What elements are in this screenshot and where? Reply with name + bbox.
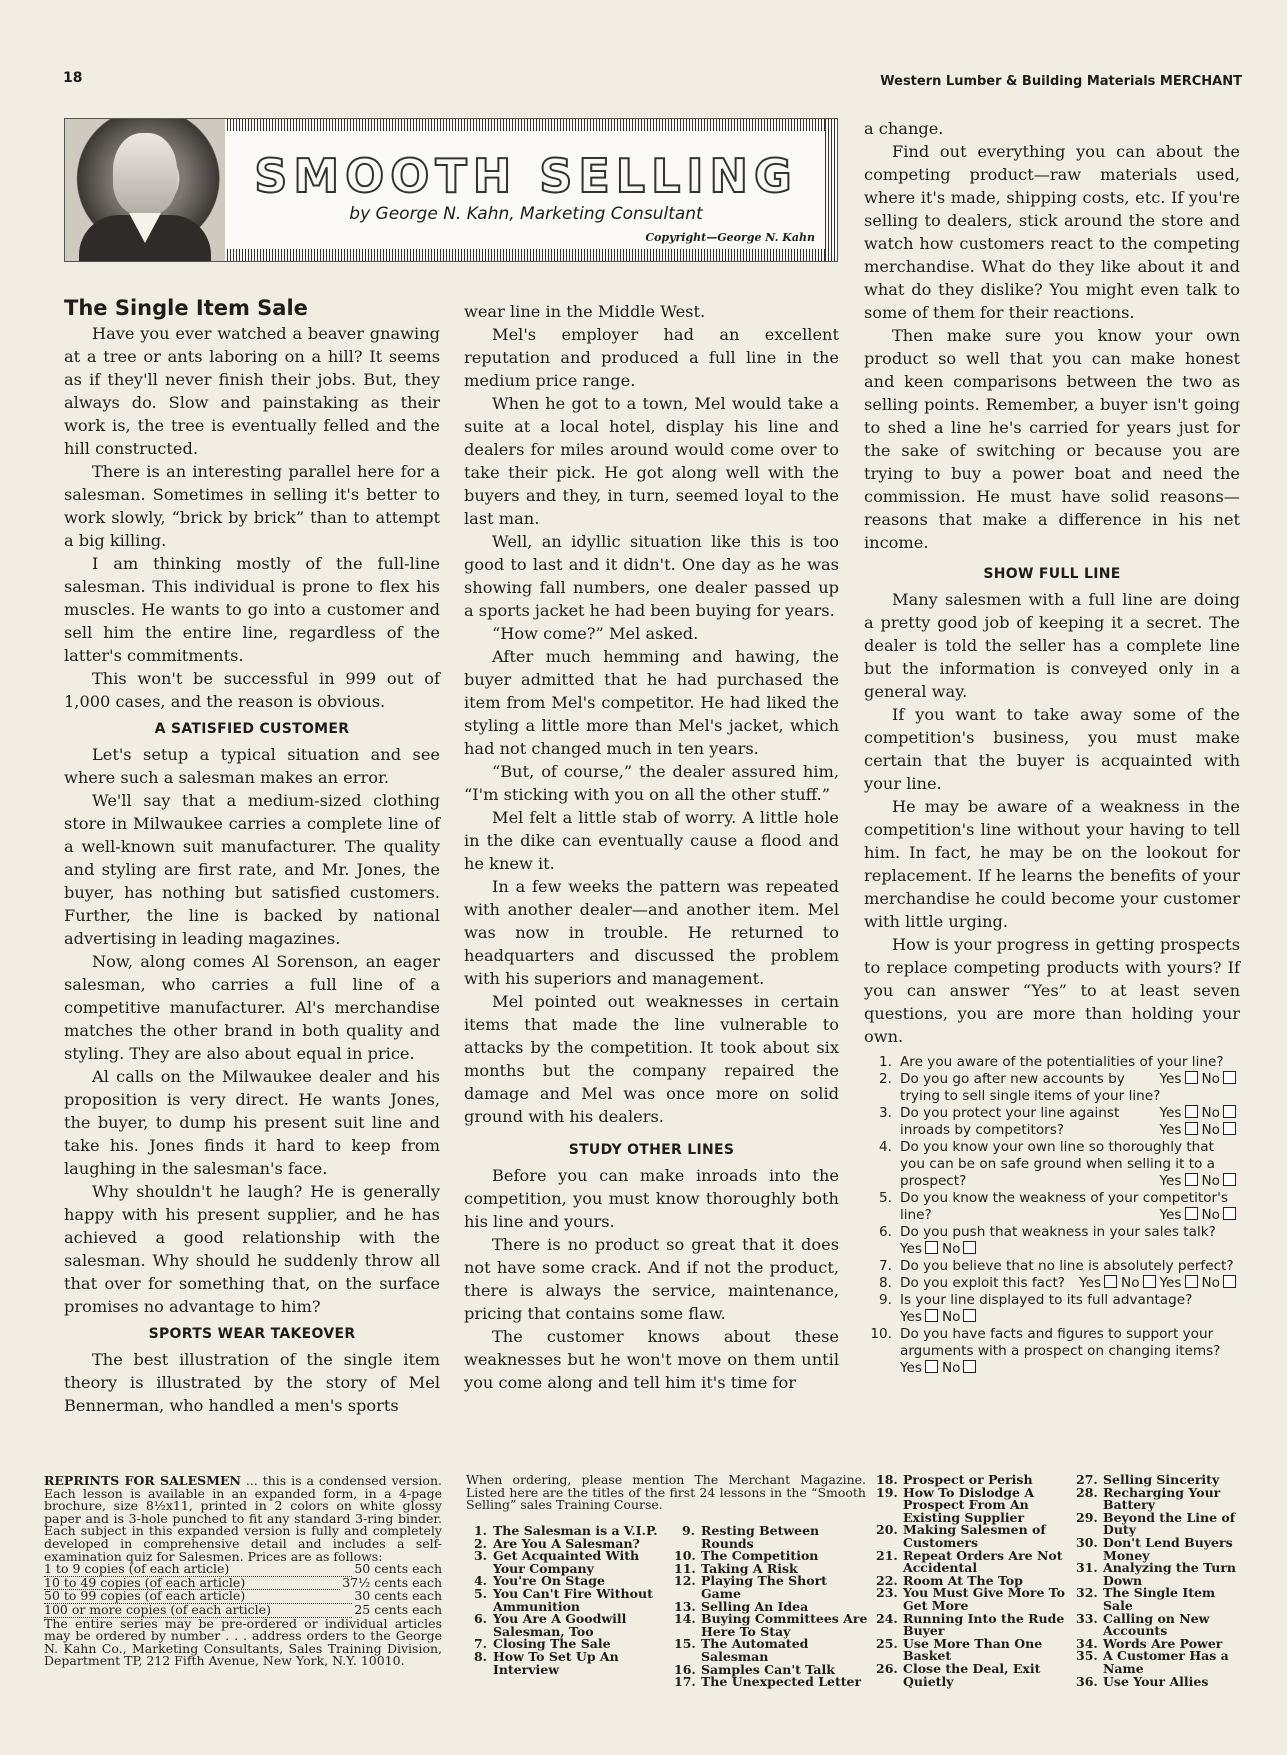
lesson-item (1076, 1610, 1244, 1639)
lesson-title: Selling An Idea (701, 1598, 809, 1614)
reprints-text: ... this is a condensed version. Each lesson is available in an expanded form, in a 4-page brochure, size 8½x11, printed in 2 colors on white glossy paper and is 3-hole punched to fit any standard 3-ring binder. Each subject in this expanded version is fully and completely developed in comprehensive detail and includes a self-examination quiz for Salesmen. Prices are as follows: (44, 1473, 442, 1564)
paragraph: Al calls on the Milwaukee dealer and his proposition is very direct. He wants Jones, the buyer, to dump his present suit line and take his. Jones finds it hard to keep from laughing in the salesman's face. (64, 1067, 440, 1178)
no-checkbox[interactable] (963, 1241, 976, 1254)
quiz-number: 8. (879, 1275, 892, 1291)
lesson-number: 35. (1076, 1648, 1098, 1664)
quiz-question: Do you know the weakness of your competitor's line? (900, 1190, 1228, 1223)
lesson-item (674, 1638, 870, 1663)
lesson-title: Calling on New Accounts (1103, 1610, 1210, 1639)
price-list (44, 1563, 442, 1617)
lesson-title: Buying Committees Are Here To Stay (701, 1611, 868, 1639)
paragraph: He may be aware of a weakness in the competition's line without your having to tell him. In fact, he may be on the lookout for replacement. If he learns the benefits of your merchandise he could become your customer with little urging. (864, 797, 1240, 931)
lesson-item (1076, 1509, 1244, 1538)
paragraph: I am thinking mostly of the full-line salesman. This individual is prone to flex his muscles. He wants to go into a customer and sell him the entire line, regardless of the latter's commitments. (64, 554, 440, 665)
lesson-number: 22. (876, 1572, 898, 1588)
lesson-number: 14. (674, 1611, 696, 1627)
copyright-line: Copyright—George N. Kahn (645, 231, 815, 244)
lesson-number: 8. (473, 1648, 487, 1664)
lesson-title: Selling Sincerity (1103, 1472, 1220, 1487)
lessons-col-4 (1076, 1474, 1244, 1688)
no-label: No (1201, 1275, 1220, 1291)
lesson-item (1076, 1534, 1244, 1563)
lesson-number: 16. (674, 1661, 696, 1677)
price-amount: 25 cents each (354, 1601, 442, 1617)
lesson-item (876, 1635, 1068, 1664)
no-label: No (941, 1309, 961, 1325)
quiz-number: 5. (879, 1190, 892, 1206)
lesson-number: 4. (473, 1573, 487, 1589)
column-banner (64, 118, 838, 262)
lesson-title: A Customer Has a Name (1103, 1648, 1229, 1676)
lesson-title: You're On Stage (493, 1573, 605, 1589)
lesson-number: 5. (473, 1585, 487, 1601)
quiz-item (864, 1139, 1240, 1190)
byline: by George N. Kahn, Marketing Consultant (349, 204, 703, 224)
lesson-title: Use Your Allies (1103, 1673, 1209, 1689)
yes-label: Yes (1159, 1071, 1182, 1087)
lesson-number: 11. (674, 1560, 696, 1576)
lesson-item (1076, 1587, 1244, 1612)
yes-label: Yes (1159, 1122, 1182, 1138)
paragraph-continued: wear line in the Middle West. (464, 302, 706, 321)
no-label: No (1121, 1275, 1140, 1291)
article-title: The Single Item Sale (64, 296, 308, 320)
self-quiz (864, 1054, 1240, 1377)
paragraph: Well, an idyllic situation like this is too good to last and it didn't. One day as he was showing fall numbers, one dealer passed up a sports jacket he had been buying for years. (464, 532, 839, 620)
lesson-title: Beyond the Line of Duty (1103, 1509, 1236, 1538)
quiz-item (864, 1190, 1240, 1224)
yes-no-boxes (900, 1309, 980, 1326)
page-number: 18 (63, 70, 83, 86)
quiz-question: Do you exploit this fact? (900, 1275, 1065, 1291)
paragraph: Let's setup a typical situation and see where such a salesman makes an error. (64, 745, 440, 787)
lesson-title: Close the Deal, Exit Quietly (903, 1660, 1041, 1689)
price-quantity: 1 to 9 copies (of each article) (44, 1563, 352, 1577)
lesson-number: 9. (681, 1523, 695, 1538)
no-checkbox[interactable] (1223, 1122, 1236, 1135)
no-label: No (1201, 1071, 1220, 1087)
quiz-number: 9. (879, 1292, 892, 1308)
yes-no-boxes (1160, 1122, 1240, 1139)
lesson-title: The Single Item Sale (1103, 1585, 1216, 1613)
lesson-item (466, 1550, 666, 1575)
lesson-number: 20. (876, 1522, 898, 1538)
quiz-number: 6. (879, 1224, 892, 1240)
lesson-item (674, 1613, 870, 1638)
portrait-face (113, 133, 177, 215)
lesson-number: 2. (473, 1535, 487, 1551)
no-label: No (1201, 1105, 1220, 1121)
yes-checkbox[interactable] (925, 1309, 938, 1322)
paragraph: This won't be successful in 999 out of 1,000 cases, and the reason is obvious. (64, 669, 440, 711)
quiz-question: Do you believe that no line is absolutely perfect? (900, 1258, 1234, 1274)
lesson-number: 36. (1076, 1673, 1098, 1689)
lesson-number: 7. (473, 1636, 487, 1652)
paragraph: Then make sure you know your own product so well that you can make honest and keen comparisons between the two as selling points. Remember, a buyer isn't going to shed a line he's carried for years just for the sake of switching or because you are trying to buy a power boat and need the commission. He must have solid reasons—reasons that make a difference in his net income. (864, 326, 1240, 552)
price-quantity: 100 or more copies (of each article) (44, 1604, 352, 1618)
lesson-number: 32. (1076, 1585, 1098, 1601)
lesson-item (876, 1660, 1068, 1689)
lesson-number: 1. (473, 1523, 487, 1538)
paragraph: Many salesmen with a full line are doing a pretty good job of keeping it a secret. The dealer is told the seller has a complete line but the information is conveyed only in a general way. (864, 590, 1240, 701)
paragraph: When he got to a town, Mel would take a suite at a local hotel, display his line and dealers for miles around would come over to take their pick. He got along well with the buyers and they, in turn, seemed loyal to the last man. (464, 394, 839, 528)
article-column-2 (464, 300, 839, 1394)
paragraph: Why shouldn't he laugh? He is generally happy with his present supplier, and he has achieved a good relationship with the salesman. Why should he suddenly throw all that over for something that, on the surface promises no advantage to him? (64, 1182, 440, 1316)
paragraph: Mel felt a little stab of worry. A little hole in the dike can eventually cause a flood and he knew it. (464, 808, 839, 873)
no-checkbox[interactable] (963, 1309, 976, 1322)
lesson-item (876, 1524, 1068, 1549)
lesson-item (466, 1585, 666, 1614)
lesson-title: Words Are Power (1103, 1635, 1223, 1651)
quiz-item (864, 1071, 1240, 1121)
lesson-title: Recharging Your Battery (1103, 1484, 1221, 1513)
no-label: No (1201, 1173, 1220, 1189)
quiz-item (864, 1054, 1240, 1087)
paragraph: The customer knows about these weaknesses but he won't move on them until you come along and tell him it's time for (464, 1327, 839, 1392)
lesson-number: 31. (1076, 1560, 1098, 1576)
lesson-number: 6. (473, 1611, 487, 1627)
paragraph: In a few weeks the pattern was repeated with another dealer—and another item. Mel was now in trouble. He returned to headquarters and discussed the problem with his superiors and management. (464, 877, 839, 988)
lesson-number: 28. (1076, 1484, 1098, 1500)
no-label: No (1201, 1207, 1220, 1223)
quiz-number: 4. (879, 1139, 892, 1155)
lesson-number: 18. (876, 1472, 898, 1487)
lessons-col-2 (674, 1525, 870, 1689)
ordering-note: When ordering, please mention The Merchant Magazine. Listed here are the titles of the first 24 lessons in the “Smooth Selling” sales Training Course. (466, 1472, 866, 1513)
price-amount: 30 cents each (354, 1588, 442, 1604)
quiz-question: Do you have facts and figures to support your arguments with a prospect on changing items? (900, 1326, 1221, 1359)
lesson-number: 25. (876, 1635, 898, 1651)
yes-no-boxes (1160, 1207, 1240, 1224)
lesson-number: 12. (674, 1573, 696, 1589)
lesson-item (674, 1525, 870, 1550)
quiz-question: Do you go after new accounts by trying to sell single items of your line? (900, 1071, 1161, 1104)
lesson-number: 19. (876, 1484, 898, 1500)
no-checkbox[interactable] (963, 1360, 976, 1373)
lesson-item (674, 1676, 870, 1689)
lesson-list (466, 1525, 666, 1676)
lesson-number: 13. (674, 1598, 696, 1614)
lesson-item (466, 1648, 666, 1677)
lesson-number: 3. (473, 1548, 487, 1564)
lesson-title: How To Set Up An Interview (493, 1648, 619, 1677)
no-label: No (941, 1241, 961, 1257)
article-column-3 (864, 117, 1240, 1377)
quiz-number: 10. (870, 1326, 892, 1342)
price-amount: 50 cents each (354, 1561, 442, 1577)
lesson-number: 21. (876, 1547, 898, 1563)
lesson-title: Prospect or Perish (903, 1472, 1033, 1487)
lesson-number: 27. (1076, 1472, 1098, 1487)
price-quantity: 50 to 99 copies (of each article) (44, 1590, 352, 1604)
lesson-title: Closing The Sale (493, 1636, 611, 1652)
lesson-list (1076, 1474, 1244, 1688)
lesson-number: 17. (674, 1674, 696, 1690)
lesson-title: Analyzing the Turn Down (1103, 1560, 1237, 1588)
quiz-question: Are you aware of the potentialities of your line? (900, 1054, 1224, 1070)
price-quantity: 10 to 49 copies (of each article) (44, 1577, 340, 1591)
quiz-number: 7. (879, 1258, 892, 1274)
lesson-title: The Automated Salesman (701, 1636, 809, 1664)
yes-checkbox[interactable] (925, 1360, 938, 1373)
quiz-item (864, 1326, 1240, 1377)
quiz-question: Do you protect your line against inroads by competitors? (900, 1105, 1120, 1138)
paragraph: Mel pointed out weaknesses in certain items that made the line vulnerable to attacks by the competition. It took about six months but the company repaired the damage and Mel was once more on solid ground with his dealers. (464, 992, 839, 1126)
yes-checkbox[interactable] (1185, 1122, 1198, 1135)
reprints-box (44, 1475, 442, 1668)
quiz-number: 2. (879, 1071, 892, 1087)
lesson-title: Room At The Top (903, 1572, 1023, 1588)
yes-no-boxes (1160, 1173, 1240, 1190)
yes-checkbox[interactable] (1185, 1173, 1198, 1186)
quiz-number: 3. (879, 1105, 892, 1121)
paragraph: The best illustration of the single item theory is illustrated by the story of Mel Bennerman, who handled a men's sports (64, 1350, 440, 1415)
lesson-number: 23. (876, 1585, 898, 1601)
paragraph: After much hemming and hawing, the buyer admitted that he had purchased the item from Mel's competitor. He had liked the styling a little more than Mel's jacket, which had not changed much in ten years. (464, 647, 839, 758)
no-label: No (941, 1360, 961, 1376)
lesson-number: 34. (1076, 1635, 1098, 1651)
lesson-number: 30. (1076, 1534, 1098, 1550)
yes-no-boxes (1079, 1275, 1159, 1292)
quiz-item (864, 1224, 1240, 1258)
lesson-item (1076, 1562, 1244, 1587)
yes-checkbox[interactable] (1185, 1207, 1198, 1220)
lessons-col-1 (466, 1525, 666, 1676)
paragraph: There is an interesting parallel here for a salesman. Sometimes in selling it's better to work slowly, “brick by brick” than to attempt a big killing. (64, 462, 440, 550)
lesson-item (876, 1610, 1068, 1639)
quiz-question: Do you push that weakness in your sales talk? (900, 1224, 1216, 1240)
lesson-title: You Can't Fire Without Ammunition (493, 1585, 653, 1614)
paragraph: “But, of course,” the dealer assured him, “I'm sticking with you on all the other stuff.” (464, 762, 839, 804)
column-title: SMOOTH SELLING (254, 149, 798, 203)
author-portrait (65, 119, 225, 261)
lesson-title: Don't Lend Buyers Money (1103, 1534, 1233, 1563)
yes-label: Yes (900, 1360, 922, 1376)
lesson-title: You Are A Goodwill Salesman, Too (493, 1611, 627, 1639)
yes-label: Yes (1159, 1173, 1182, 1189)
lesson-title: The Competition (701, 1548, 819, 1564)
subhead-satisfied-customer: A SATISFIED CUSTOMER (154, 721, 350, 737)
lesson-item (466, 1613, 666, 1638)
yes-checkbox[interactable] (1104, 1275, 1117, 1288)
paragraph: We'll say that a medium-sized clothing store in Milwaukee carries a complete line of a well-known suit manufacturer. The quality and styling are first rate, and Mr. Jones, the buyer, has nothing but satisfied customers. Further, the line is backed by national advertising in leading magazines. (64, 791, 440, 948)
lesson-item (1076, 1673, 1244, 1689)
yes-label: Yes (900, 1241, 922, 1257)
lesson-number: 15. (674, 1636, 696, 1652)
lesson-title: Resting Between Rounds (701, 1523, 820, 1551)
reprints-heading: REPRINTS FOR SALESMEN (44, 1473, 241, 1488)
paragraph: Have you ever watched a beaver gnawing at a tree or ants laboring on a hill? It seems as if they'll never finish their jobs. But, they always do. Slow and painstaking as their work is, the tree is eventually felled and the hill constructed. (64, 324, 440, 458)
yes-label: Yes (1159, 1275, 1182, 1291)
col1-paragraphs (64, 322, 440, 713)
lesson-title: Samples Can't Talk (701, 1661, 835, 1677)
lesson-title: Running Into the Rude Buyer (903, 1610, 1065, 1639)
no-checkbox[interactable] (1223, 1207, 1236, 1220)
lesson-title: The Salesman is a V.I.P. (493, 1523, 658, 1538)
paragraph: Now, along comes Al Sorenson, an eager salesman, who carries a full line of a competitive manufacturer. Al's merchandise matches the other brand in both quality and styling. They are also about equal in price. (64, 952, 440, 1063)
lesson-number: 29. (1076, 1509, 1098, 1525)
lesson-number: 24. (876, 1610, 898, 1626)
paragraph: Before you can make inroads into the competition, you must know thoroughly both his line and yours. (464, 1166, 839, 1231)
lesson-number: 26. (876, 1660, 898, 1676)
subhead-sports-wear: SPORTS WEAR TAKEOVER (148, 1326, 356, 1342)
lesson-title: You Must Give More To Get More (903, 1585, 1065, 1613)
lesson-list (674, 1525, 870, 1689)
lesson-title: The Unexpected Letter (701, 1674, 862, 1690)
quiz-question: Is your line displayed to its full advantage? (900, 1292, 1193, 1308)
yes-checkbox[interactable] (925, 1241, 938, 1254)
yes-label: Yes (1079, 1275, 1102, 1291)
reprints-closing: The entire series may be pre-ordered or individual articles may be ordered by number . . . address orders to the George N. Kahn Co., Marketing Consultants, Sales Training Division, Department TP, 212 Fifth Avenue, New York, N.Y. 10010. (44, 1615, 442, 1669)
yes-label: Yes (1159, 1105, 1182, 1121)
yes-label: Yes (1159, 1207, 1182, 1223)
banner-rule-right (825, 119, 837, 261)
lesson-title: Are You A Salesman? (493, 1535, 640, 1551)
yes-label: Yes (900, 1309, 922, 1325)
quiz-number: 1. (879, 1054, 892, 1070)
paragraph: Find out everything you can about the competing product—raw materials used, where it's made, shipping costs, etc. If you're selling to dealers, stick around the store and watch how customers react to the competing merchandise. What do they like about it and what do they dislike? You might even talk to some of them for their reactions. (864, 142, 1240, 322)
subhead-study-other-lines: STUDY OTHER LINES (568, 1142, 735, 1158)
lesson-title: Use More Than One Basket (903, 1635, 1043, 1664)
paragraph: If you want to take away some of the competition's business, you must make certain that the buyer is acquainted with your line. (864, 705, 1240, 793)
yes-no-boxes (900, 1360, 980, 1377)
lesson-item (1076, 1484, 1244, 1513)
subhead-show-full-line: SHOW FULL LINE (983, 566, 1121, 582)
lesson-item (876, 1484, 1068, 1525)
no-label: No (1201, 1122, 1220, 1138)
lessons-col-3 (876, 1474, 1068, 1688)
paragraph-continued: a change. (864, 119, 944, 138)
running-head: Western Lumber & Building Materials MERCHANT (880, 74, 1242, 89)
lesson-title: Making Salesmen of Customers (903, 1522, 1046, 1550)
lesson-item (876, 1587, 1068, 1612)
yes-no-boxes (900, 1241, 980, 1258)
quiz-item (864, 1105, 1240, 1139)
paragraph: How is your progress in getting prospects to replace competing products with yours? If you can answer “Yes” to at least seven questions, you are more than holding your own. (864, 935, 1240, 1046)
lesson-title: Repeat Orders Are Not Accidental (903, 1547, 1063, 1576)
no-checkbox[interactable] (1143, 1275, 1156, 1288)
lesson-item (1076, 1650, 1244, 1675)
quiz-question: Do you know your own line so thoroughly that you can be on safe ground when selling it to a prospect? (900, 1139, 1216, 1189)
price-amount: 37½ cents each (342, 1574, 442, 1590)
lesson-title: Get Acquainted With Your Company (493, 1548, 640, 1576)
paragraph: There is no product so great that it does not have some crack. And if not the product, there is always the service, maintenance, pricing that contains some flaw. (464, 1235, 839, 1323)
lesson-title: Playing The Short Game (701, 1573, 827, 1601)
lesson-title: How To Dislodge A Prospect From An Existing Supplier (903, 1484, 1035, 1525)
lesson-list (876, 1474, 1068, 1688)
no-checkbox[interactable] (1223, 1173, 1236, 1186)
lesson-item (876, 1547, 1068, 1576)
lesson-number: 10. (674, 1548, 696, 1564)
quiz-item (864, 1275, 1240, 1292)
paragraph: Mel's employer had an excellent reputation and produced a full line in the medium price range. (464, 325, 839, 390)
article-column-1 (64, 296, 440, 1417)
quiz-item (864, 1292, 1240, 1326)
lesson-title: Taking A Risk (701, 1560, 798, 1576)
paragraph: “How come?” Mel asked. (492, 624, 699, 643)
lesson-number: 33. (1076, 1610, 1098, 1626)
lesson-item (674, 1575, 870, 1600)
